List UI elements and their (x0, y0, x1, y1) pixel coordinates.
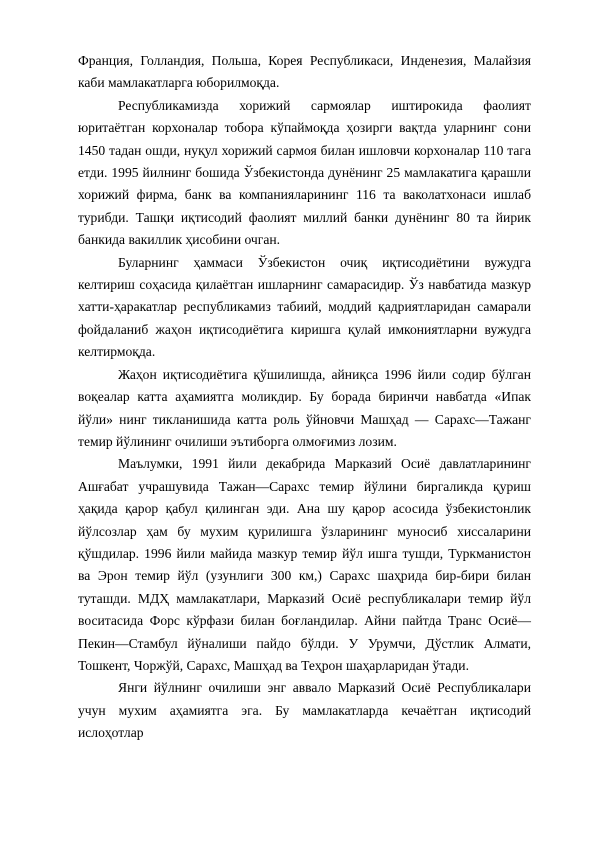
document-page (78, 50, 531, 745)
paragraph-3: Буларнинг ҳаммаси Ўзбекистон очиқ иқтисодиётини вужудга келтириш соҳасида қилаётган ишларнинг самарасидир. Ўз навбатида мазкур хатти-ҳаракатлар республикамиз табиий, моддий қадриятларидан самарали фойдаланиб жаҳон иқтисодиётига киришга қулай имкониятларни вужудга келтирмоқда. (78, 254, 531, 360)
paragraph-1: Франция, Голландия, Польша, Корея Республикаси, Инденезия, Малайзия каби мамлакатларга юборилмоқда. (78, 53, 531, 91)
paragraph-2: Республикамизда хорижий сармоялар иштирокида фаолият юритаётган корхоналар тобора кўпаймоқда ҳозирги вақтда уларнинг сони 1450 тадан ошди, нуқул хорижий сармоя билан ишловчи корхоналар 110 тага етди. 1995 йилнинг бошида Ўзбекистонда дунёнинг 25 мамлакатига қарашли хорижий фирма, банк ва компанияларининг 116 та ваколатхонаси ишлаб турибди. Ташқи иқтисодий фаолият миллий банки дунёнинг 80 та йирик банкида вакиллик ҳисобини очган. (78, 97, 531, 248)
paragraph-6: Янги йўлнинг очилиши энг аввало Марказий Осиё Республикалари учун мухим аҳамиятга эга. Бу мамлакатларда кечаётган иқтисодий ислоҳотлар (78, 680, 531, 741)
paragraph-5: Маълумки, 1991 йили декабрида Марказий Осиё давлатларининг Ашғабат учрашувида Тажан—Сарахс темир йўлини биргаликда қуриш ҳақида қарор қабул қилинган эди. Ана шу қарор асосида ўзбекистонлик йўлсозлар ҳам бу мухим қурилишга ўзларининг муносиб хиссаларини қўшдилар. 1996 йили майида мазкур темир йўл ишга тушди, Туркманистон ва Эрон темир йўл (узунлиги 300 км,) Сарахс шаҳрида бир-бири билан туташди. МДҲ мамлакатлари, Марказий Осиё республикалари темир йўл воситасида Форс кўрфази билан боғландилар. Айни пайтда Транс Осиё—Пекин—Стамбул йўналиши пайдо бўлди. У Урумчи, Дўстлик Алмати, Тошкент, Чоржўй, Сарахс, Машҳад ва Теҳрон шаҳарларидан ўтади. (78, 456, 531, 673)
paragraph-4: Жаҳон иқтисодиётига қўшилишда, айниқса 1996 йили содир бўлган воқеалар катта аҳамиятга моликдир. Бу борада биринчи навбатда «Ипак йўли» нинг тикланишида катта роль ўйновчи Машҳад — Сарахс—Тажанг темир йўлининг очилиши эътиборга олмоғимиз лозим. (78, 366, 531, 449)
